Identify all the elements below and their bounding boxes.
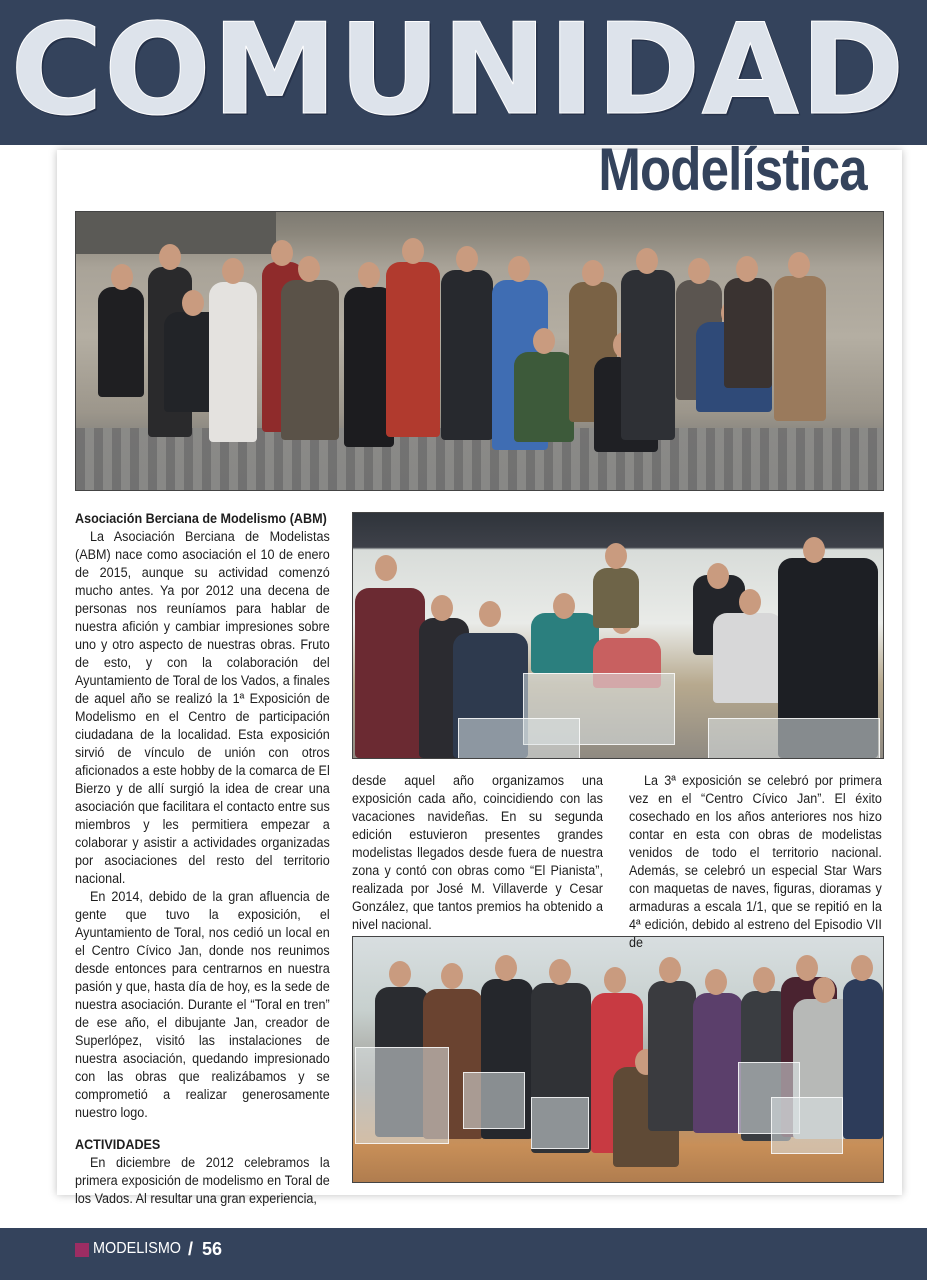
section-title: COMUNIDAD	[10, 0, 906, 143]
article-column-right	[629, 772, 882, 952]
exhibition-group-photo	[352, 936, 884, 1183]
display-case	[708, 718, 880, 759]
article-paragraph: desde aquel año organizamos una exposición cada año, coincidiendo con las vacaciones navideñas. En su segunda edición estuvieron presentes grandes modelistas llegados desde fuera de nuestra zona y contó con obras como “El Pianista”, realizada por José M. Villaverde y Cesar González, que tantos premios ha obtenido a nivel nacional.	[352, 773, 603, 932]
footer-separator: /	[188, 1239, 194, 1259]
article-heading: Asociación Berciana de Modelismo (ABM)	[75, 511, 327, 526]
article-column-left	[75, 510, 330, 1208]
magazine-name: MODELISMO	[93, 1240, 182, 1257]
diorama-case	[771, 1097, 843, 1154]
footer-accent-square	[75, 1243, 89, 1257]
article-paragraph: La Asociación Berciana de Modelistas (ABM) nace como asociación el 10 de enero de 2015, aunque su actividad comenzó mucho antes. Ya por 2012 una decena de personas nos reuníamos para hablar de nuestra afición y cambiar impresiones sobre uno y otro aspecto de nuestras obras. Fruto de esto, y con la colaboración del Ayuntamiento de Toral de los Vados, a finales de aquel año se realizó la 1ª Exposición de Modelismo en el Centro de participación ciudadana de la localidad. Esta exposición sirvió de vínculo de unión con otros aficionados a este hobby de la comarca de El Bierzo y de allí surgió la idea de crear una asociación que facilitara el contacto entre sus miembros y les permitiera empezar a colaborar y asistir a actividades organizadas por asociaciones del resto del territorio nacional.	[75, 529, 330, 886]
article-column-middle	[352, 772, 603, 934]
display-case	[458, 718, 580, 759]
article-paragraph: La 3ª exposición se celebró por primera vez en el “Centro Cívico Jan”. El éxito cosechado en los años anteriores nos hizo contar en esta con obras de modelistas venidos de todo el territorio nacional. Además, se celebró un especial Star Wars con maquetas de naves, figuras, dioramas y armaduras a escala 1/1, que se repitió en la 4ª edición, debido al estreno del Episodio VII de	[629, 773, 882, 950]
article-paragraph: En diciembre de 2012 celebramos la primera exposición de modelismo en Toral de los Vados. Al resultar una gran experiencia,	[75, 1155, 330, 1206]
article-paragraph: En 2014, debido de la gran afluencia de gente que tuvo la exposición, el Ayuntamiento de Toral, nos cedió un local en el Centro Cívico Jan, donde nos reunimos desde entonces para centrarnos en nuestra pasión y que, hasta día de hoy, es la sede de nuestra asociación. Durante el “Toral en tren” de ese año, el dibujante Jan, creador de Superlópez, visitó las instalaciones de nuestra asociación, quedando impresionado con las obras que realizábamos y se comprometió a realizar generosamente nuestro logo.	[75, 889, 330, 1120]
diorama-case	[531, 1097, 589, 1149]
diorama-case	[355, 1047, 449, 1144]
section-subtitle: Modelística	[598, 136, 867, 203]
group-photo-outdoor	[75, 211, 884, 491]
activities-heading: ACTIVIDADES	[75, 1137, 161, 1152]
meeting-room-photo	[352, 512, 884, 759]
diorama-case	[463, 1072, 525, 1129]
page-number: 56	[202, 1239, 223, 1259]
